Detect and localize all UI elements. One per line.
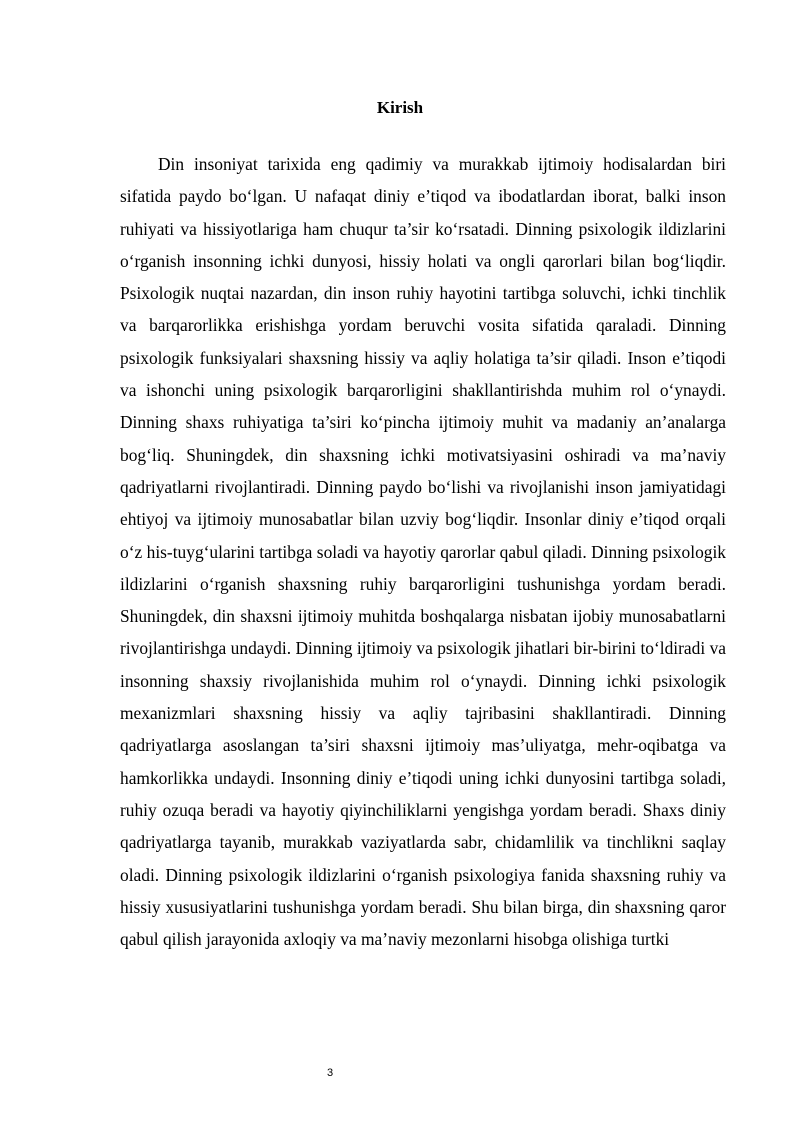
body-paragraph: Din insoniyat tarixida eng qadimiy va murakkab ijtimoiy hodisalardan biri sifatida paydo bo‘lgan. U nafaqat diniy e’tiqod va ibodatlardan iborat, balki inson ruhiyati va hissiyotlariga ham chuqur ta’sir ko‘rsatadi. Dinning psixologik ildizlarini o‘rganish insonning ichki dunyosi, hissiy holati va ongli qarorlari bilan bog‘liqdir. Psixologik nuqtai nazardan, din inson ruhiy hayotini tartibga soluvchi, ichki tinchlik va barqarorlikka erishishga yordam beruvchi vosita sifatida qaraladi. Dinning psixologik funksiyalari shaxsning hissiy va aqliy holatiga ta’sir qiladi. Inson e’tiqodi va ishonchi uning psixologik barqarorligini shakllantirishda muhim rol o‘ynaydi. Dinning shaxs ruhiyatiga ta’siri ko‘pincha ijtimoiy muhit va madaniy an’analarga bog‘liq. Shuningdek, din shaxsning ichki motivatsiyasini oshiradi va ma’naviy qadriyatlarni rivojlantiradi. Dinning paydo bo‘lishi va rivojlanishi inson jamiyatidagi ehtiyoj va ijtimoiy munosabatlar bilan uzviy bog‘liqdir. Insonlar diniy e’tiqod orqali o‘z his-tuyg‘ularini tartibga soladi va hayotiy qarorlar qabul qiladi. Dinning psixologik ildizlarini o‘rganish shaxsning ruhiy barqarorligini tushunishga yordam beradi. Shuningdek, din shaxsni ijtimoiy muhitda boshqalarga nisbatan ijobiy munosabatlarni rivojlantirishga undaydi. Dinning ijtimoiy va psixologik jihatlari bir-birini to‘ldiradi va insonning shaxsiy rivojlanishida muhim rol o‘ynaydi. Dinning ichki psixologik mexanizmlari shaxsning hissiy va aqliy tajribasini shakllantiradi. Dinning qadriyatlarga asoslangan ta’siri shaxsni ijtimoiy mas’uliyatga, mehr-oqibatga va hamkorlikka undaydi. Insonning diniy e’tiqodi uning ichki dunyosini tartibga soladi, ruhiy ozuqa beradi va hayotiy qiyinchiliklarni yengishga yordam beradi. Shaxs diniy qadriyatlarga tayanib, murakkab vaziyatlarda sabr, chidamlilik va tinchlikni saqlay oladi. Dinning psixologik ildizlarini o‘rganish psixologiya fanida shaxsning ruhiy va hissiy xususiyatlarini tushunishga yordam beradi. Shu bilan birga, din shaxsning qaror qabul qilish jarayonida axloqiy va ma’naviy mezonlarni hisobga olishiga turtki <box>120 154 726 950</box>
page-title: Kirish <box>376 98 424 117</box>
page-number: 3 <box>326 1067 334 1079</box>
